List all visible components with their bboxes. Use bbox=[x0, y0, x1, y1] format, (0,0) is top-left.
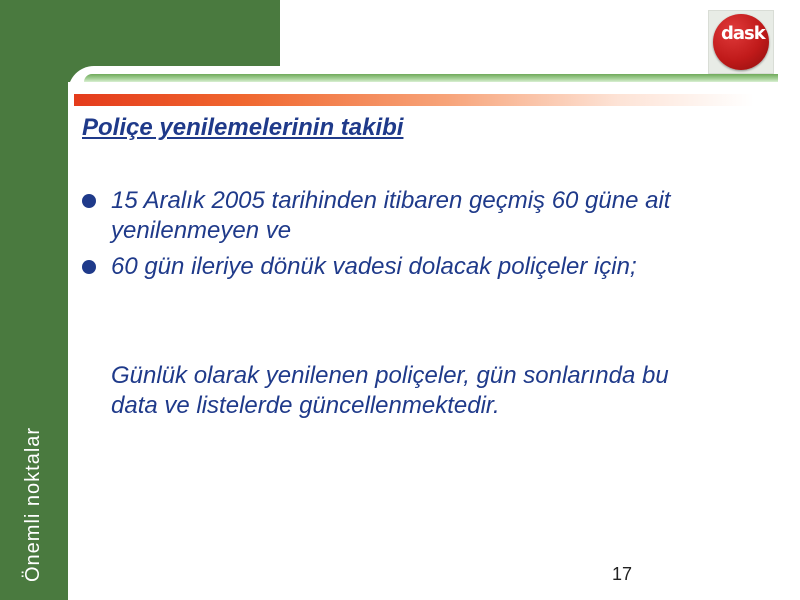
header-divider-line bbox=[84, 74, 778, 82]
bullet-dot-icon bbox=[82, 194, 96, 208]
slide-title: Poliçe yenilemelerinin takibi bbox=[82, 114, 404, 141]
logo-text: dask bbox=[721, 23, 765, 44]
body-paragraph: Günlük olarak yenilenen poliçeler, gün sonlarında bu data ve listelerde güncellenmektedir. bbox=[111, 362, 669, 419]
bullet-text: 60 gün ileriye dönük vadesi dolacak poliçeler için; bbox=[111, 253, 637, 280]
accent-gradient-bar bbox=[74, 94, 754, 106]
bullet-text: 15 Aralık 2005 tarihinden itibaren geçmiş 60 güne ait yenilenmeyen ve bbox=[111, 187, 671, 244]
logo bbox=[708, 10, 774, 74]
content-area bbox=[68, 66, 800, 600]
bullet-item bbox=[80, 186, 740, 246]
logo-badge-icon bbox=[713, 14, 769, 70]
bullet-list bbox=[80, 186, 740, 288]
side-label: Önemli noktalar bbox=[22, 426, 44, 582]
bullet-dot-icon bbox=[82, 260, 96, 274]
bullet-item bbox=[80, 252, 740, 282]
page-number: 17 bbox=[612, 564, 633, 584]
